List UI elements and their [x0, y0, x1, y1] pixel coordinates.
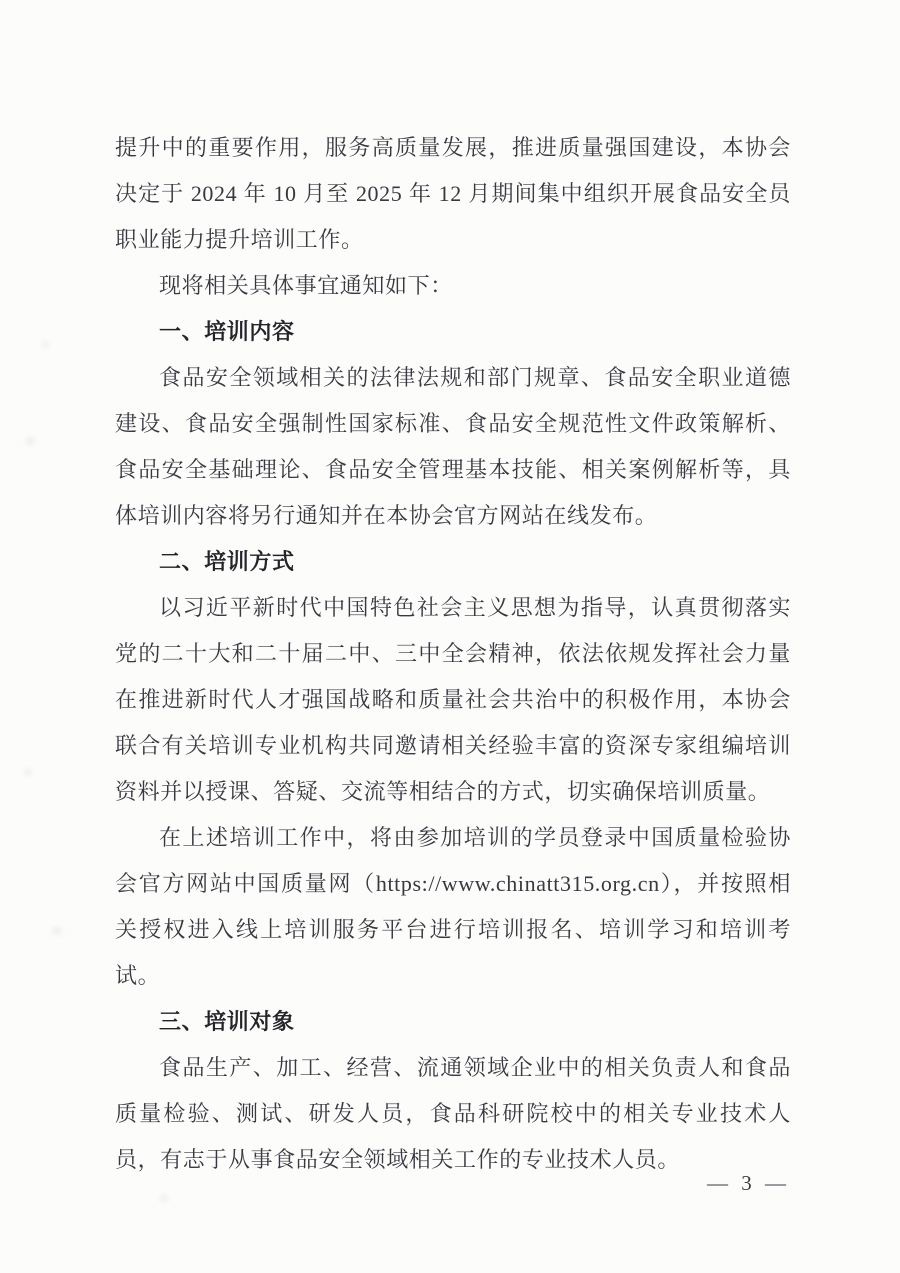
paragraph-notice-lead: 现将相关具体事宜通知如下：: [159, 273, 453, 298]
scan-smudge: [42, 342, 49, 347]
page-number: — 3 —: [707, 1171, 790, 1195]
section-heading-training-method: 二、培训方式: [159, 549, 295, 574]
paragraph-training-audience: 食品生产、加工、经营、流通领域企业中的相关负责人和食品质量检验、测试、研发人员，食品科研院校中的相关专业技术人员，有志于从事食品安全领域相关工作的专业技术人员。: [115, 1055, 791, 1172]
scan-smudge: [160, 1196, 168, 1201]
paragraph-training-platform-url: 在上述培训工作中，将由参加培训的学员登录中国质量检验协会官方网站中国质量网（https://www.chinatt315.org.cn），并按照相关授权进入线上培训服务平台进行培训报名、培训学习和培训考试。: [115, 825, 791, 988]
scan-smudge: [24, 770, 32, 775]
section-heading-training-content: 一、培训内容: [159, 319, 295, 344]
paragraph-intro-continuation: 提升中的重要作用，服务高质量发展，推进质量强国建设，本协会决定于 2024 年 10 月至 2025 年 12 月期间集中组织开展食品安全员职业能力提升培训工作。: [115, 135, 791, 252]
document-body: [115, 125, 791, 1183]
paragraph-training-content: 食品安全领域相关的法律法规和部门规章、食品安全职业道德建设、食品安全强制性国家标准、食品安全规范性文件政策解析、食品安全基础理论、食品安全管理基本技能、相关案例解析等，具体培训内容将另行通知并在本协会官方网站在线发布。: [115, 365, 791, 528]
section-heading-training-audience: 三、培训对象: [159, 1009, 295, 1034]
page-footer: [707, 1168, 790, 1198]
scan-smudge: [52, 928, 62, 934]
paragraph-training-method: 以习近平新时代中国特色社会主义思想为指导，认真贯彻落实党的二十大和二十届二中、三中全会精神，依法依规发挥社会力量在推进新时代人才强国战略和质量社会共治中的积极作用，本协会联合有关培训专业机构共同邀请相关经验丰富的资深专家组编培训资料并以授课、答疑、交流等相结合的方式，切实确保培训质量。: [115, 595, 791, 804]
scan-smudge: [26, 438, 35, 444]
